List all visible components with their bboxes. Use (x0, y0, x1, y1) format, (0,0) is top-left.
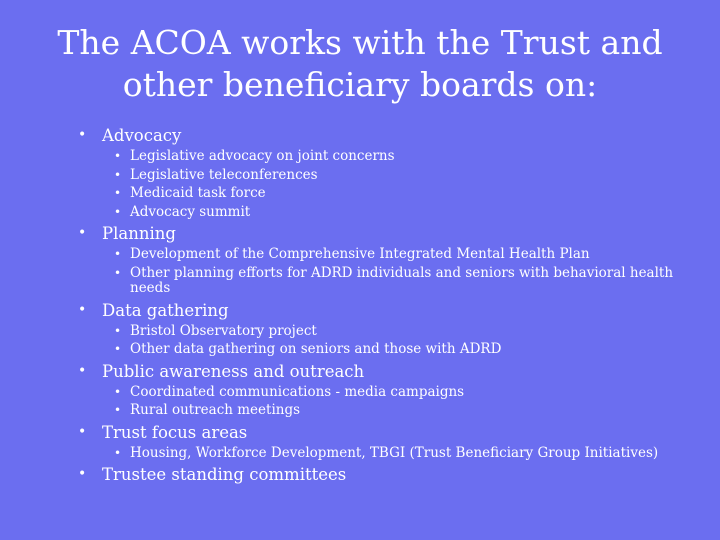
sub-list (108, 324, 698, 358)
bullet-icon: • (78, 225, 87, 241)
bullet-icon: • (114, 186, 122, 200)
list-item (108, 247, 698, 263)
list-item (108, 403, 698, 419)
bullet-icon: • (114, 445, 122, 460)
list-item (108, 149, 698, 165)
section-public-awareness (78, 361, 698, 419)
list-item-text: Housing, Workforce Development, TBGI (Trust Beneficiary Group Initiatives) (130, 444, 659, 461)
list-item (108, 186, 698, 202)
list-item-text: Advocacy summit (130, 203, 251, 220)
list-item (108, 266, 698, 297)
bullet-icon: • (114, 149, 122, 163)
section-label: Public awareness and outreach (102, 361, 365, 381)
section-planning (78, 223, 698, 297)
slide-title (40, 22, 680, 106)
list-item-text: Legislative advocacy on joint concerns (130, 148, 395, 164)
bullet-icon: • (114, 342, 122, 356)
bullet-icon: • (78, 127, 87, 143)
section-trustee-committees (78, 464, 698, 485)
sub-list (108, 385, 698, 419)
bullet-list (78, 125, 698, 485)
bullet-icon: • (114, 247, 122, 261)
title-line-1: The ACOA works with the Trust and (57, 23, 663, 62)
section-label: Advocacy (102, 126, 182, 145)
list-item (108, 205, 698, 221)
section-label: Trust focus areas (102, 422, 248, 442)
bullet-icon: • (114, 403, 122, 417)
list-item-text: Bristol Observatory project (130, 322, 317, 339)
bullet-icon: • (114, 167, 122, 182)
bullet-icon: • (114, 204, 122, 219)
bullet-icon: • (78, 423, 87, 440)
bullet-icon: • (78, 301, 87, 318)
sub-list (108, 149, 698, 220)
list-item (108, 168, 698, 184)
list-item-text: Other planning efforts for ADRD individuals and seniors with behavioral health needs (130, 264, 674, 296)
sub-list (108, 247, 698, 297)
section-label: Planning (102, 224, 176, 243)
list-item-text: Coordinated communications - media campaigns (130, 383, 465, 400)
title-line-2: other beneficiary boards on: (122, 65, 598, 104)
section-trust-focus-areas (78, 422, 698, 462)
section-advocacy (78, 125, 698, 220)
bullet-icon: • (114, 384, 122, 399)
list-item (108, 324, 698, 340)
bullet-icon: • (114, 323, 122, 338)
section-data-gathering (78, 300, 698, 358)
list-item-text: Legislative teleconferences (130, 166, 318, 183)
list-item (108, 342, 698, 358)
bullet-icon: • (114, 265, 122, 280)
bullet-icon: • (78, 362, 87, 379)
section-label: Data gathering (102, 300, 229, 320)
sub-list (108, 446, 698, 462)
list-item-text: Other data gathering on seniors and those with ADRD (130, 341, 502, 357)
list-item (108, 446, 698, 462)
list-item-text: Rural outreach meetings (130, 402, 301, 418)
bullet-icon: • (78, 466, 87, 482)
list-item-text: Medicaid task force (130, 185, 266, 201)
section-label: Trustee standing committees (102, 465, 347, 484)
list-item (108, 385, 698, 401)
list-item-text: Development of the Comprehensive Integrated Mental Health Plan (130, 246, 590, 262)
